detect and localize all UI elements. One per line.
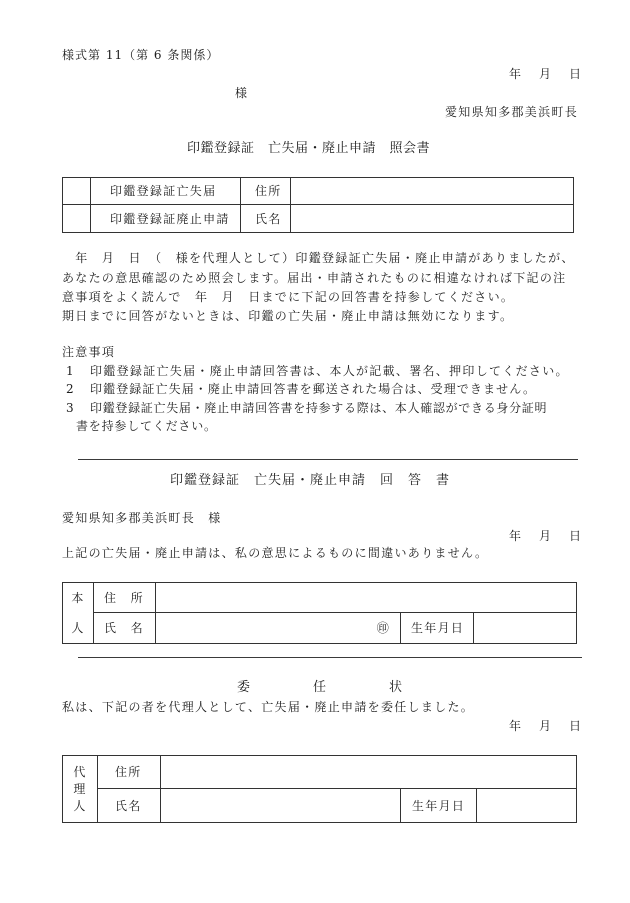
inquiry-body-line: 意事項をよく読んで 年 月 日までに下記の回答書を持参してください。 — [62, 290, 515, 304]
reply-statement: 上記の亡失届・廃止申請は、私の意思によるものに間違いありません。 — [62, 546, 489, 560]
proxy-row-header-char: 代 — [73, 764, 87, 779]
note-number: 2 — [66, 382, 75, 396]
proxy-table-row — [63, 756, 577, 789]
reply-title: 印鑑登録証 亡失届・廃止申請 回 答 書 — [170, 473, 451, 488]
inquiry-field-label: 氏名 — [241, 205, 291, 233]
inquiry-type-label: 印鑑登録証亡失届 — [91, 178, 241, 205]
section-divider — [78, 459, 578, 460]
proxy-birthdate-value — [477, 789, 577, 823]
proxy-table — [62, 755, 577, 823]
proxy-name-label: 氏名 — [98, 789, 161, 823]
reply-row-header-char: 人 — [71, 621, 85, 635]
note-number: 1 — [66, 364, 75, 378]
proxy-birthdate-label: 生年月日 — [401, 789, 477, 823]
reply-name-label: 氏 名 — [94, 613, 156, 644]
seal-mark: ㊞ — [156, 613, 401, 644]
reply-row-header-char: 本 — [71, 591, 85, 605]
proxy-address-label: 住所 — [98, 756, 161, 789]
note-number: 3 — [66, 401, 75, 415]
inquiry-type-label: 印鑑登録証廃止申請 — [91, 205, 241, 233]
header-date-line: 年 月 日 — [509, 67, 585, 81]
note-text-continuation: 書を持参してください。 — [76, 419, 217, 433]
proxy-date-line: 年 月 日 — [509, 719, 585, 733]
proxy-title: 委 任 状 — [237, 680, 409, 695]
inquiry-table-row — [63, 205, 574, 233]
note-text: 印鑑登録証亡失届・廃止申請回答書は、本人が記載、署名、押印してください。 — [90, 364, 569, 378]
proxy-row-header — [63, 756, 98, 823]
proxy-table-row — [63, 789, 577, 823]
inquiry-title: 印鑑登録証 亡失届・廃止申請 照会書 — [187, 141, 431, 156]
proxy-name-value — [161, 789, 401, 823]
reply-table-row — [63, 613, 577, 644]
inquiry-check-cell — [63, 178, 91, 205]
inquiry-value-cell — [291, 178, 574, 205]
inquiry-body-line: あなたの意思確認のため照会します。届出・申請されたものに相違なければ下記の注 — [62, 271, 567, 285]
proxy-row-header-char: 理 — [73, 781, 87, 796]
inquiry-table — [62, 177, 574, 233]
reply-date-line: 年 月 日 — [509, 529, 585, 543]
inquiry-field-label: 住所 — [241, 178, 291, 205]
inquiry-check-cell — [63, 205, 91, 233]
reply-birthdate-value — [474, 613, 577, 644]
section-divider — [78, 657, 582, 658]
reply-address-label: 住 所 — [94, 583, 156, 613]
reply-row-header — [63, 583, 94, 644]
issuer: 愛知県知多郡美浜町長 — [445, 105, 579, 119]
proxy-address-value — [161, 756, 577, 789]
reply-birthdate-label: 生年月日 — [401, 613, 474, 644]
proxy-statement: 私は、下記の者を代理人として、亡失届・廃止申請を委任しました。 — [62, 700, 475, 714]
note-text: 印鑑登録証亡失届・廃止申請回答書を郵送された場合は、受理できません。 — [90, 382, 537, 396]
reply-addressee: 愛知県知多郡美浜町長 様 — [62, 511, 222, 525]
inquiry-value-cell — [291, 205, 574, 233]
form-number: 様式第 11（第 6 条関係） — [62, 48, 220, 62]
reply-table — [62, 582, 577, 644]
reply-table-row — [63, 583, 577, 613]
reply-address-value — [156, 583, 577, 613]
inquiry-body-line: 期日までに回答がないときは、印鑑の亡失届・廃止申請は無効になります。 — [62, 309, 514, 323]
notes-heading: 注意事項 — [62, 345, 116, 359]
proxy-row-header-char: 人 — [73, 798, 87, 813]
note-text: 印鑑登録証亡失届・廃止申請回答書を持参する際は、本人確認ができる身分証明 — [90, 401, 548, 415]
inquiry-table-row — [63, 178, 574, 205]
inquiry-body-line: 年 月 日 （ 様を代理人として）印鑑登録証亡失届・廃止申請がありましたが、 — [62, 251, 575, 265]
recipient-suffix: 様 — [235, 86, 249, 100]
